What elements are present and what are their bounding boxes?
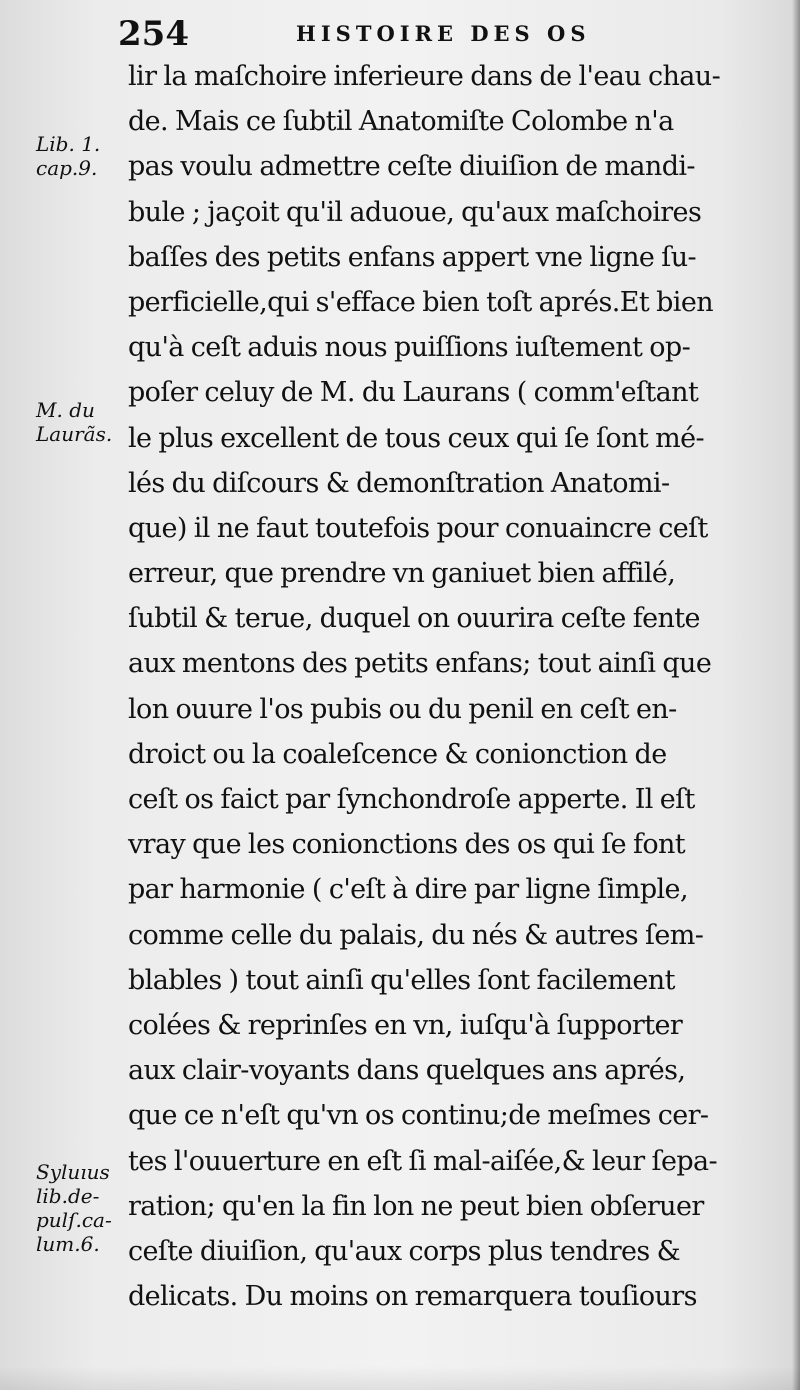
text-line: ceſte diuiſion, qu'aux corps plus tendres & — [128, 1235, 681, 1267]
text-line: le plus excellent de tous ceux qui ſe ſont mé- — [128, 422, 705, 454]
page-bottom-edge — [0, 1366, 800, 1390]
margin-note-line: Laurãs. — [36, 422, 113, 446]
margin-note-line: lib.de- — [36, 1184, 100, 1208]
text-line: baſſes des petits enfans appert vne ligne ſu- — [128, 241, 697, 273]
margin-note-line: M. du — [36, 398, 95, 422]
text-line: aux mentons des petits enfans; tout ainſi que — [128, 648, 712, 680]
text-line: vray que les conionctions des os qui ſe font — [128, 829, 686, 861]
text-line: lir la maſchoire inferieure dans de l'eau chau- — [128, 61, 721, 92]
text-line: delicats. Du moins on remarquera touſiours — [128, 1281, 697, 1313]
text-line: lon ouure l'os pubis ou du penil en ceſt en- — [128, 693, 677, 725]
text-line: tes l'ouuerture en eſt ſi mal-aiſée,& leur ſepa- — [128, 1145, 718, 1177]
margin-note-line: lum.6. — [36, 1232, 100, 1256]
text-line: poſer celuy de M. du Laurans ( comm'eſtant — [128, 377, 699, 409]
text-line: blables ) tout ainſi qu'elles ſont facilement — [128, 964, 675, 996]
text-line: bule ; jaçoit qu'il aduoue, qu'aux maſchoires — [128, 196, 702, 228]
text-line: par harmonie ( c'eſt à dire par ligne ſimple, — [128, 874, 688, 906]
running-head — [118, 14, 718, 54]
running-title: HISTOIRE DES OS — [296, 21, 591, 46]
text-line: perficielle,qui s'efface bien toſt aprés.Et bien — [128, 286, 714, 318]
margin-note-lib-cap — [36, 132, 128, 180]
text-line: pas voulu admettre ceſte diuiſion de mandi- — [128, 151, 695, 183]
text-line: comme celle du palais, du nés & autres ſem- — [128, 919, 704, 951]
text-line: lés du diſcours & demonſtration Anatomi- — [128, 467, 670, 499]
text-line: qu'à ceſt aduis nous puiſſions iuſtement op- — [128, 332, 691, 364]
page-number: 254 — [118, 14, 189, 54]
margin-note-line: Lib. 1. — [36, 132, 101, 156]
text-line: que) il ne faut toutefois pour conuaincre ceſt — [128, 512, 708, 544]
body-text — [128, 54, 768, 1319]
margin-note-line: cap.9. — [36, 156, 98, 180]
text-line: de. Mais ce ſubtil Anatomiſte Colombe n'a — [128, 106, 674, 138]
text-line: colées & reprinſes en vn, iuſqu'à ſupporter — [128, 1009, 683, 1041]
text-line: droict ou la coaleſcence & conionction de — [128, 738, 667, 770]
margin-note-sylvius — [36, 1160, 128, 1256]
text-line: erreur, que prendre vn ganiuet bien affilé, — [128, 558, 676, 590]
text-line: ſubtil & terue, duquel on ouurira ceſte fente — [128, 603, 700, 635]
text-line: que ce n'eſt qu'vn os continu;de meſmes cer- — [128, 1100, 709, 1132]
margin-note-line: pulſ.ca- — [36, 1208, 112, 1232]
page-edge-shadow — [792, 0, 800, 1390]
margin-note-du-laurans — [36, 398, 128, 446]
text-line: ceſt os faict par ſynchondroſe apperte. Il eſt — [128, 784, 695, 815]
text-line: aux clair-voyants dans quelques ans aprés, — [128, 1055, 686, 1087]
margin-note-line: Syluıus — [36, 1160, 110, 1184]
text-line: ration; qu'en la fin lon ne peut bien obſeruer — [128, 1190, 704, 1222]
